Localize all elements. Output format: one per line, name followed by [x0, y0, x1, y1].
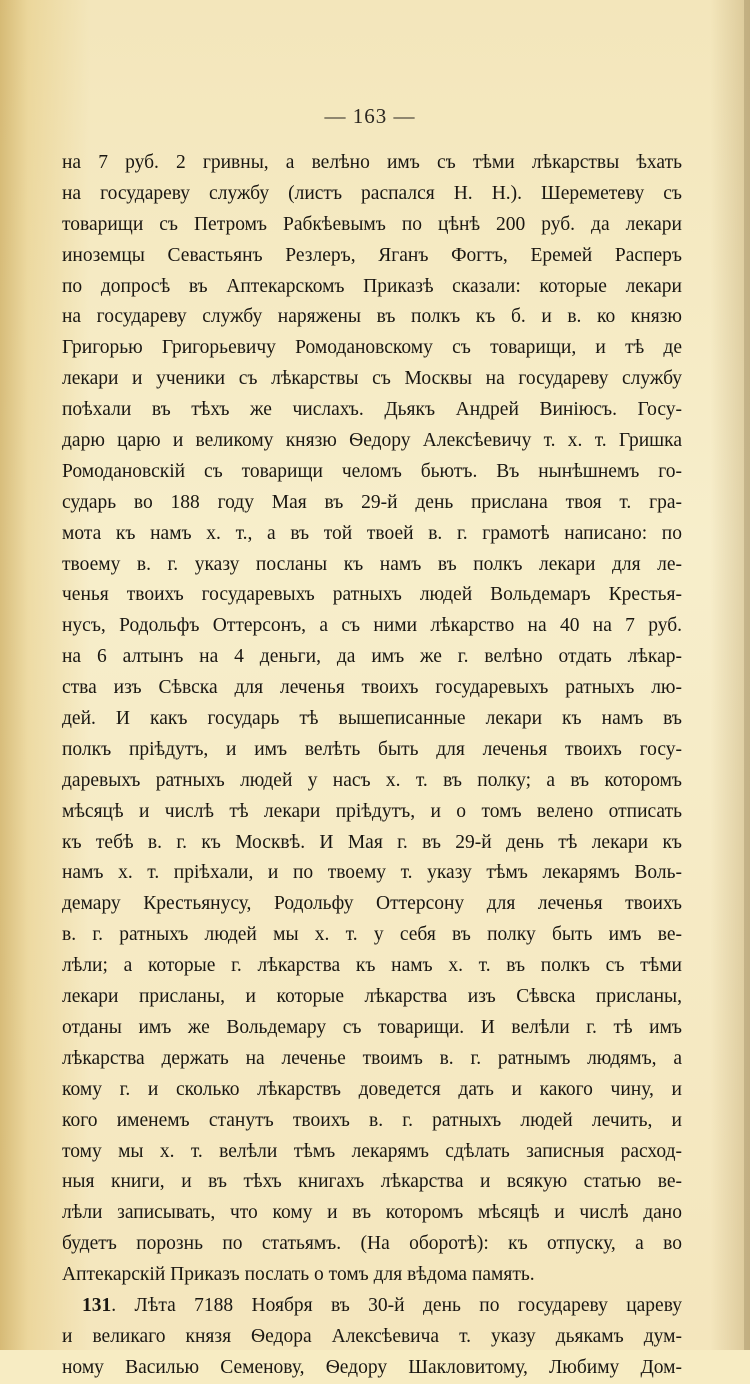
text-line: мота къ намъ х. т., а въ той твоей в. г. грамотѣ написано: по	[62, 522, 682, 544]
text-line: в. г. ратныхъ людей мы х. т. у себя въ полку быть имъ ве-	[62, 924, 682, 946]
text-line: на государеву службу наряжены въ полкъ къ б. и в. ко князю	[62, 306, 682, 328]
text-line: будетъ порознь по статьямъ. (На оборотѣ): къ отпуску, а во	[62, 1233, 682, 1255]
text-line: кому г. и сколько лѣкарствъ доведется дать и какого чину, и	[62, 1078, 682, 1100]
text-line: къ тебѣ в. г. къ Москвѣ. И Мая г. въ 29-й день тѣ лекари къ	[62, 831, 682, 853]
text-line: ныя книги, и въ тѣхъ книгахъ лѣкарства и всякую статью ве-	[62, 1171, 682, 1193]
text-line: тому мы х. т. велѣли тѣмъ лекарямъ сдѣлать записныя расход-	[62, 1140, 682, 1162]
text-line: на 7 руб. 2 гривны, а велѣно имъ съ тѣми лѣкарствы ѣхать	[62, 152, 682, 173]
text-line: Аптекарскій Приказъ послать о томъ для вѣдома память.	[62, 1264, 535, 1286]
text-line: Ромодановскій съ товарищи челомъ бьютъ. Въ нынѣшнемъ го-	[62, 460, 682, 482]
text-line: Григорью Григорьевичу Ромодановскому съ товарищи, и тѣ де	[62, 337, 682, 359]
page-number: — 163 —	[324, 104, 416, 128]
text-line: дарю царю и великому князю Ѳедору Алексѣевичу т. х. т. Гришка	[62, 430, 682, 452]
text-line: дей. И какъ государь тѣ вышеписанные лекари къ намъ въ	[62, 708, 682, 730]
text-line: ства изъ Сѣвска для леченья твоихъ государевыхъ ратныхъ лю-	[62, 677, 682, 699]
text-line: нусъ, Родольфъ Оттерсонъ, а съ ними лѣкарство на 40 на 7 руб.	[62, 615, 682, 637]
text-line: товарищи съ Петромъ Рабкѣевымъ по цѣнѣ 200 руб. да лекари	[62, 213, 682, 235]
body-text	[62, 148, 682, 1384]
text-line: лѣкарства держать на леченье твоимъ в. г. ратнымъ людямъ, а	[62, 1047, 682, 1069]
text-line: лѣли записывать, что кому и въ которомъ мѣсяцѣ и числѣ дано	[62, 1202, 682, 1224]
text-line: лѣли; а которые г. лѣкарства къ намъ х. т. въ полкъ съ тѣми	[62, 955, 682, 977]
text-line: ченья твоихъ государевыхъ ратныхъ людей Вольдемаръ Крестья-	[62, 584, 682, 606]
entry-first-line	[62, 1291, 682, 1322]
text-line: демару Крестьянусу, Родольфу Оттерсону для леченья твоихъ	[62, 893, 682, 915]
entry-number: 131	[82, 1294, 112, 1316]
text-line: лекари и ученики съ лѣкарствы съ Москвы на государеву службу	[62, 368, 682, 390]
text-line: ному Василью Семенову, Ѳедору Шакловитому, Любиму Дом-	[62, 1356, 682, 1378]
text-line: сударь во 188 году Мая въ 29-й день прислана твоя т. гра-	[62, 491, 682, 513]
text-line: лекари присланы, и которые лѣкарства изъ Сѣвска присланы,	[62, 986, 682, 1008]
text-line: отданы имъ же Вольдемару съ товарищи. И велѣли г. тѣ имъ	[62, 1016, 682, 1038]
text-line: иноземцы Севастьянъ Резлеръ, Яганъ Фогтъ, Еремей Расперъ	[62, 244, 682, 266]
text-line: поѣхали въ тѣхъ же числахъ. Дьякъ Андрей Виніюсъ. Госу-	[62, 399, 682, 421]
text-line: твоему в. г. указу посланы къ намъ въ полкъ лекари для ле-	[62, 553, 682, 575]
text-line: намъ х. т. пріѣхали, и по твоему т. указу тѣмъ лекарямъ Воль-	[62, 862, 682, 884]
text-line: по допросѣ въ Аптекарскомъ Приказѣ сказали: которые лекари	[62, 275, 682, 297]
entry-first-line-text: . Лѣта 7188 Ноября въ 30-й день по государеву цареву	[111, 1294, 682, 1316]
text-line: на 6 алтынъ на 4 деньги, да имъ же г. велѣно отдать лѣкар-	[62, 646, 682, 668]
page-edge	[744, 0, 750, 1350]
text-line: на государеву службу (листъ распался Н. Н.). Шереметеву съ	[62, 182, 682, 204]
text-line: и великаго князя Ѳедора Алексѣевича т. указу дьякамъ дум-	[62, 1325, 682, 1347]
text-line: даревыхъ ратныхъ людей у насъ х. т. въ полку; а въ которомъ	[62, 769, 682, 791]
text-line: мѣсяцѣ и числѣ тѣ лекари пріѣдутъ, и о томъ велено отписать	[62, 800, 682, 822]
text-line: кого именемъ станутъ твоихъ в. г. ратныхъ людей лечить, и	[62, 1109, 682, 1131]
text-line: полкъ пріѣдутъ, и имъ велѣть быть для леченья твоихъ госу-	[62, 738, 682, 760]
